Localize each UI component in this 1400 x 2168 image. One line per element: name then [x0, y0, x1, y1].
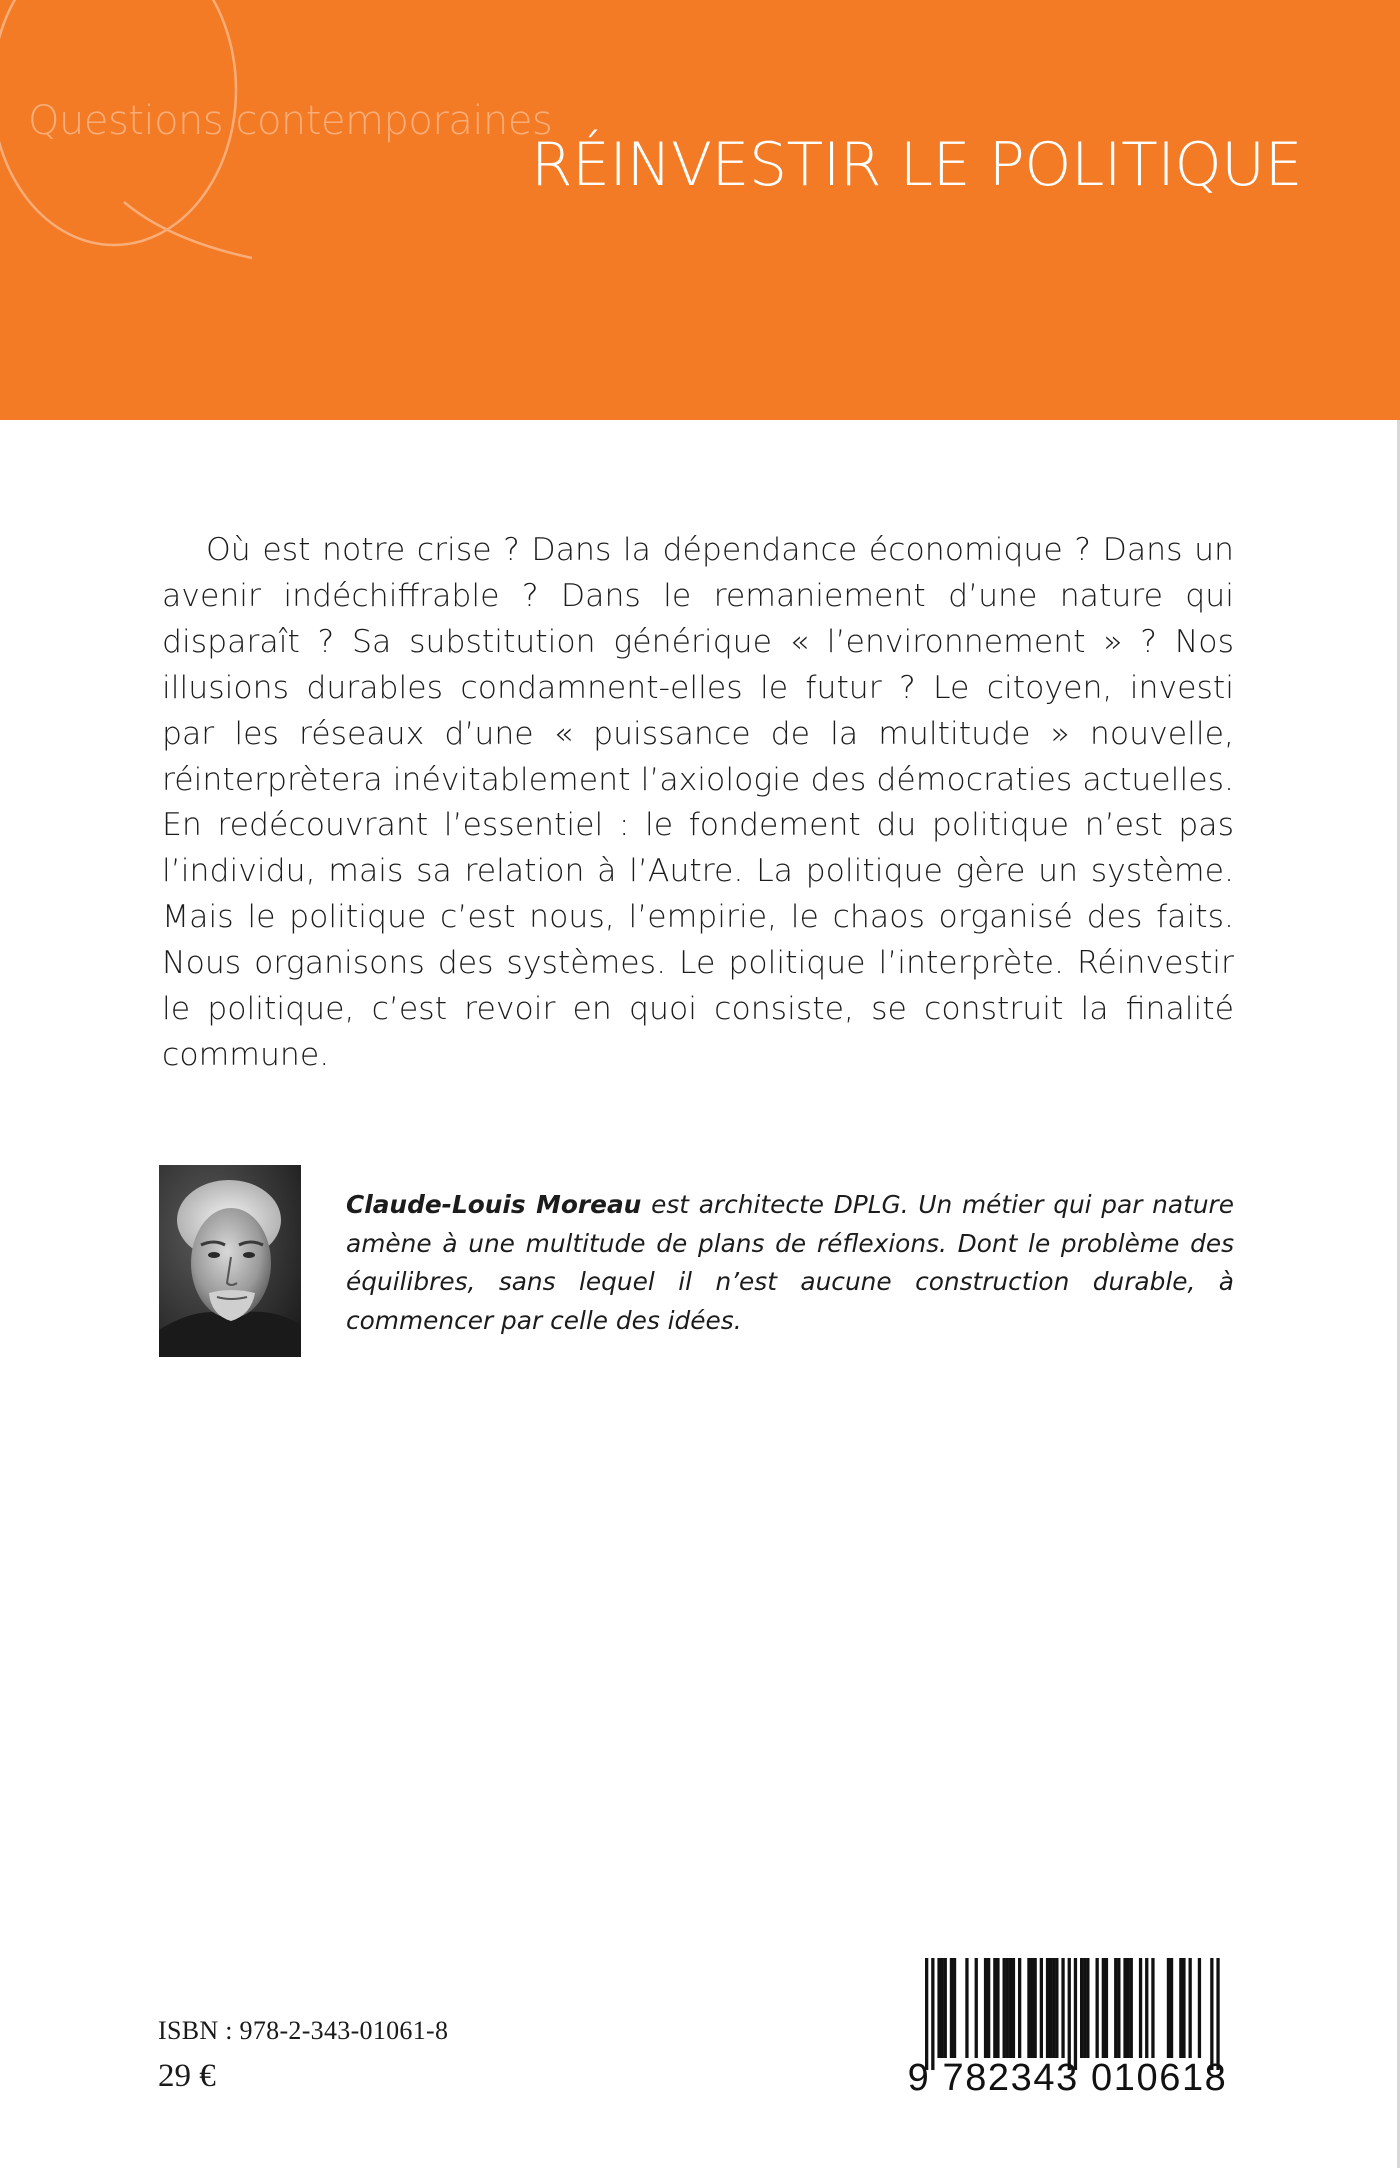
barcode-bar — [944, 1958, 947, 2058]
author-photo — [159, 1165, 301, 1357]
barcode-bar — [1061, 1958, 1064, 2058]
barcode-bar — [1151, 1958, 1154, 2058]
barcode-bar — [1105, 1958, 1108, 2058]
barcode-bar — [1049, 1958, 1052, 2058]
barcode-bar — [1018, 1958, 1021, 2058]
barcode-bar — [1074, 1958, 1077, 2070]
barcode-bar — [1006, 1958, 1009, 2058]
barcode-bar — [931, 1958, 934, 2070]
barcode-bar — [1127, 1958, 1130, 2058]
barcode-bar — [1130, 1958, 1133, 2058]
barcode-bar — [1003, 1958, 1006, 2058]
barcode-bar — [1052, 1958, 1055, 2058]
barcode-bar — [1145, 1958, 1148, 2058]
barcode-bar — [1012, 1958, 1015, 2058]
author-bio — [346, 1186, 1234, 1340]
barcode-bar — [1055, 1958, 1058, 2058]
barcode-bar — [1034, 1958, 1037, 2058]
barcode-bar — [1167, 1958, 1170, 2058]
barcode-bar — [996, 1958, 999, 2058]
barcode-bar — [993, 1958, 996, 2058]
barcode-bar — [1009, 1958, 1012, 2058]
barcode-bar — [1083, 1958, 1086, 2058]
barcode-bar — [1170, 1958, 1173, 2058]
barcode — [895, 1952, 1240, 2102]
price: 29 € — [158, 2058, 216, 2094]
barcode-bar — [1096, 1958, 1099, 2058]
barcode-bar — [1182, 1958, 1185, 2058]
barcode-bar — [925, 1958, 928, 2070]
barcode-bar — [1030, 1958, 1033, 2058]
barcode-bar — [1189, 1958, 1192, 2058]
barcode-bar — [937, 1958, 940, 2058]
barcode-bar — [950, 1958, 953, 2058]
author-name: Claude-Louis Moreau — [346, 1190, 642, 1219]
barcode-bar — [1086, 1958, 1089, 2058]
barcode-bar — [1123, 1958, 1126, 2058]
header-band — [0, 0, 1400, 420]
barcode-bar — [1198, 1958, 1201, 2058]
barcode-bar — [953, 1958, 956, 2058]
barcode-bar — [1040, 1958, 1043, 2058]
barcode-bar — [1068, 1958, 1071, 2070]
barcode-bar — [1027, 1958, 1030, 2058]
barcode-bar — [1117, 1958, 1120, 2058]
book-title: RÉINVESTIR LE POLITIQUE — [530, 130, 1302, 200]
author-bio-text: est architecte DPLG. Un métier qui par nature amène à une multitude de plans de réflexions. Dont le problème des équilibres, sans lequel il n’est aucune construction durable, à commencer par celle des idées. — [346, 1190, 1234, 1335]
barcode-bar — [1114, 1958, 1117, 2058]
barcode-bar — [1046, 1958, 1049, 2058]
barcode-bar — [1216, 1958, 1219, 2070]
barcode-bar — [1179, 1958, 1182, 2058]
barcode-bar — [1080, 1958, 1083, 2058]
barcode-digits: 9 782343 010618 — [907, 2057, 1228, 2099]
series-q-logo-icon — [0, 0, 274, 310]
barcode-bar — [1102, 1958, 1105, 2058]
barcode-bar — [1210, 1958, 1213, 2070]
barcode-bar — [987, 1958, 990, 2058]
barcode-bar — [941, 1958, 944, 2058]
barcode-bar — [975, 1958, 978, 2058]
series-name: Questions contemporaines — [28, 98, 553, 144]
author-portrait-icon — [159, 1165, 301, 1357]
barcode-bar — [984, 1958, 987, 2058]
barcode-bar — [965, 1958, 968, 2058]
barcode-bar — [1139, 1958, 1142, 2058]
back-cover-blurb: Où est notre crise ? Dans la dépendance économique ? Dans un avenir indéchiffrable ? Dans le remaniement d’une nature qui disparaît ? Sa substitution générique « l’environnement » ? Nos illusions durables condamnent-elles le futur ? Le citoyen, investi par les réseaux d’une « puissance de la multitude » nouvelle, réinterprètera inévitablement l’axiologie des démocraties actuelles. En redécouvrant l’essentiel : le fondement du politique n’est pas l’individu, mais sa relation à l’Autre. La politique gère un système. Mais le politique c’est nous, l’empirie, le chaos organisé des faits. Nous organisons des systèmes. Le politique l’interprète. Réinvestir le politique, c’est revoir en quoi consiste, se construit la finalité commune. — [162, 532, 1234, 1073]
isbn: ISBN : 978-2-343-01061-8 — [158, 2016, 449, 2045]
